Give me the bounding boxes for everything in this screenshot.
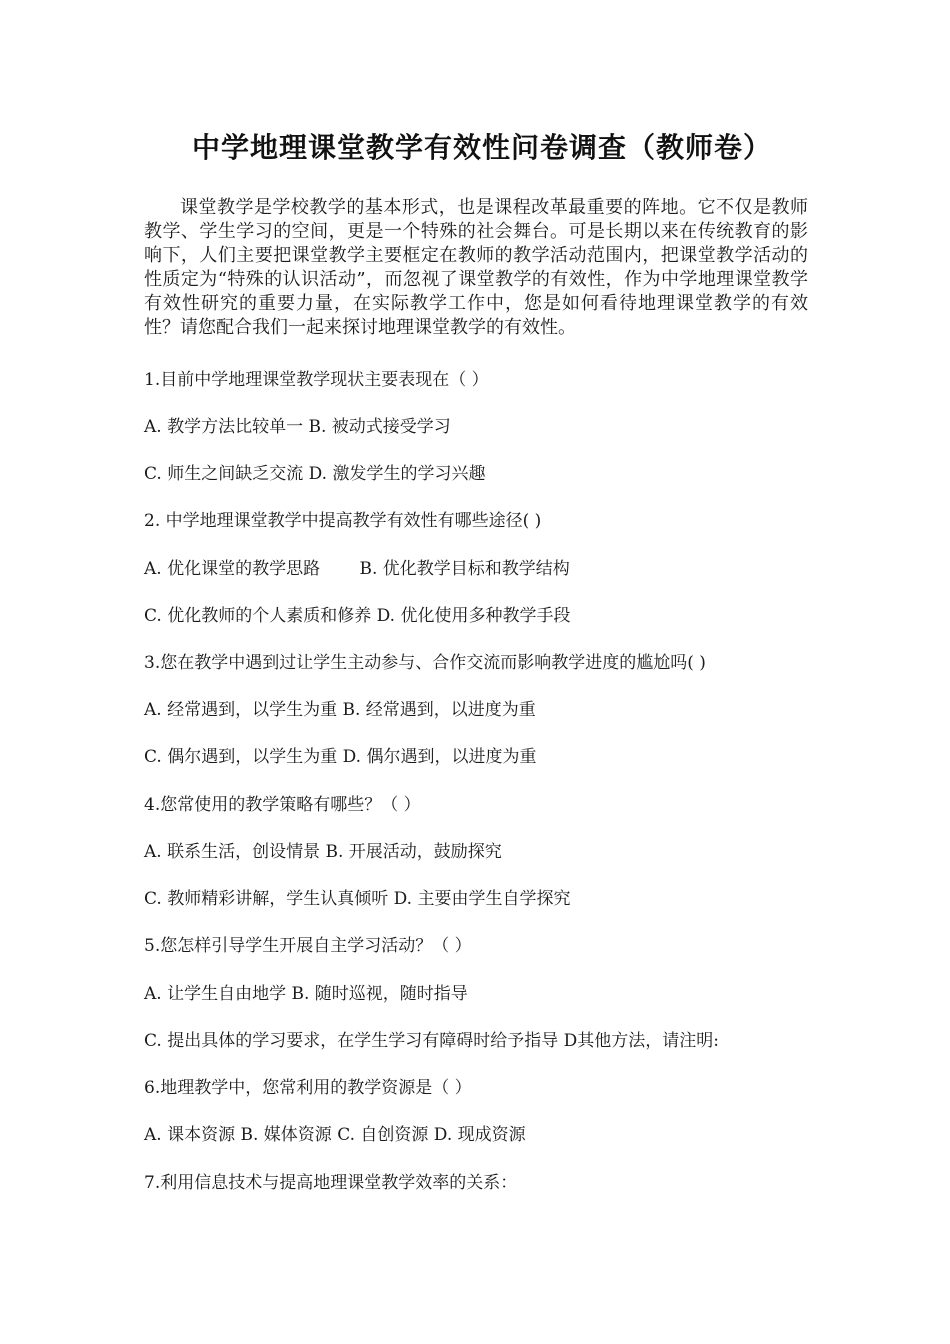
intro-paragraph: 课堂教学是学校教学的基本形式，也是课程改革最重要的阵地。它不仅是教师教学、学生学习的空间，更是一个特殊的社会舞台。可是长期以来在传统教育的影响下，人们主要把课堂教学主要框定在教师的教学活动范围内，把课堂教学活动的性质定为“特殊的认识活动”，而忽视了课堂教学的有效性，作为中学地理课堂教学有效性研究的重要力量，在实际教学工作中，您是如何看待地理课堂教学的有效性？请您配合我们一起来探讨地理课堂教学的有效性。 <box>144 197 808 338</box>
question-3-options-ab: A. 经常遇到，以学生为重 B. 经常遇到，以进度为重 <box>144 700 536 720</box>
question-1: 1.目前中学地理课堂教学现状主要表现在（ ） <box>144 370 489 390</box>
question-2-options-ab: A. 优化课堂的教学思路 B. 优化教学目标和教学结构 <box>144 559 570 579</box>
page-title: 中学地理课堂教学有效性问卷调查（教师卷） <box>191 131 772 164</box>
question-6: 6.地理教学中，您常利用的教学资源是（ ） <box>144 1078 472 1098</box>
question-2-options-cd: C. 优化教师的个人素质和修养 D. 优化使用多种教学手段 <box>144 606 571 626</box>
question-4: 4.您常使用的教学策略有哪些？（ ） <box>144 795 421 815</box>
question-3-options-cd: C. 偶尔遇到，以学生为重 D. 偶尔遇到，以进度为重 <box>144 747 537 767</box>
question-7: 7.利用信息技术与提高地理课堂教学效率的关系： <box>144 1173 518 1193</box>
question-5-options-ab: A. 让学生自由地学 B. 随时巡视，随时指导 <box>144 984 468 1004</box>
question-1-options-ab: A. 教学方法比较单一 B. 被动式接受学习 <box>144 417 451 437</box>
question-2: 2. 中学地理课堂教学中提高教学有效性有哪些途径( ) <box>144 511 542 531</box>
question-5: 5.您怎样引导学生开展自主学习活动？（ ） <box>144 936 472 956</box>
question-4-options-cd: C. 教师精彩讲解，学生认真倾听 D. 主要由学生自学探究 <box>144 889 571 909</box>
question-5-options-cd: C. 提出具体的学习要求，在学生学习有障碍时给予指导 D其他方法，请注明: <box>144 1031 719 1051</box>
question-1-options-cd: C. 师生之间缺乏交流 D. 激发学生的学习兴趣 <box>144 464 486 484</box>
question-3: 3.您在教学中遇到过让学生主动参与、合作交流而影响教学进度的尴尬吗( ) <box>144 653 706 673</box>
question-6-options: A. 课本资源 B. 媒体资源 C. 自创资源 D. 现成资源 <box>144 1125 526 1145</box>
question-4-options-ab: A. 联系生活，创设情景 B. 开展活动，鼓励探究 <box>144 842 502 862</box>
